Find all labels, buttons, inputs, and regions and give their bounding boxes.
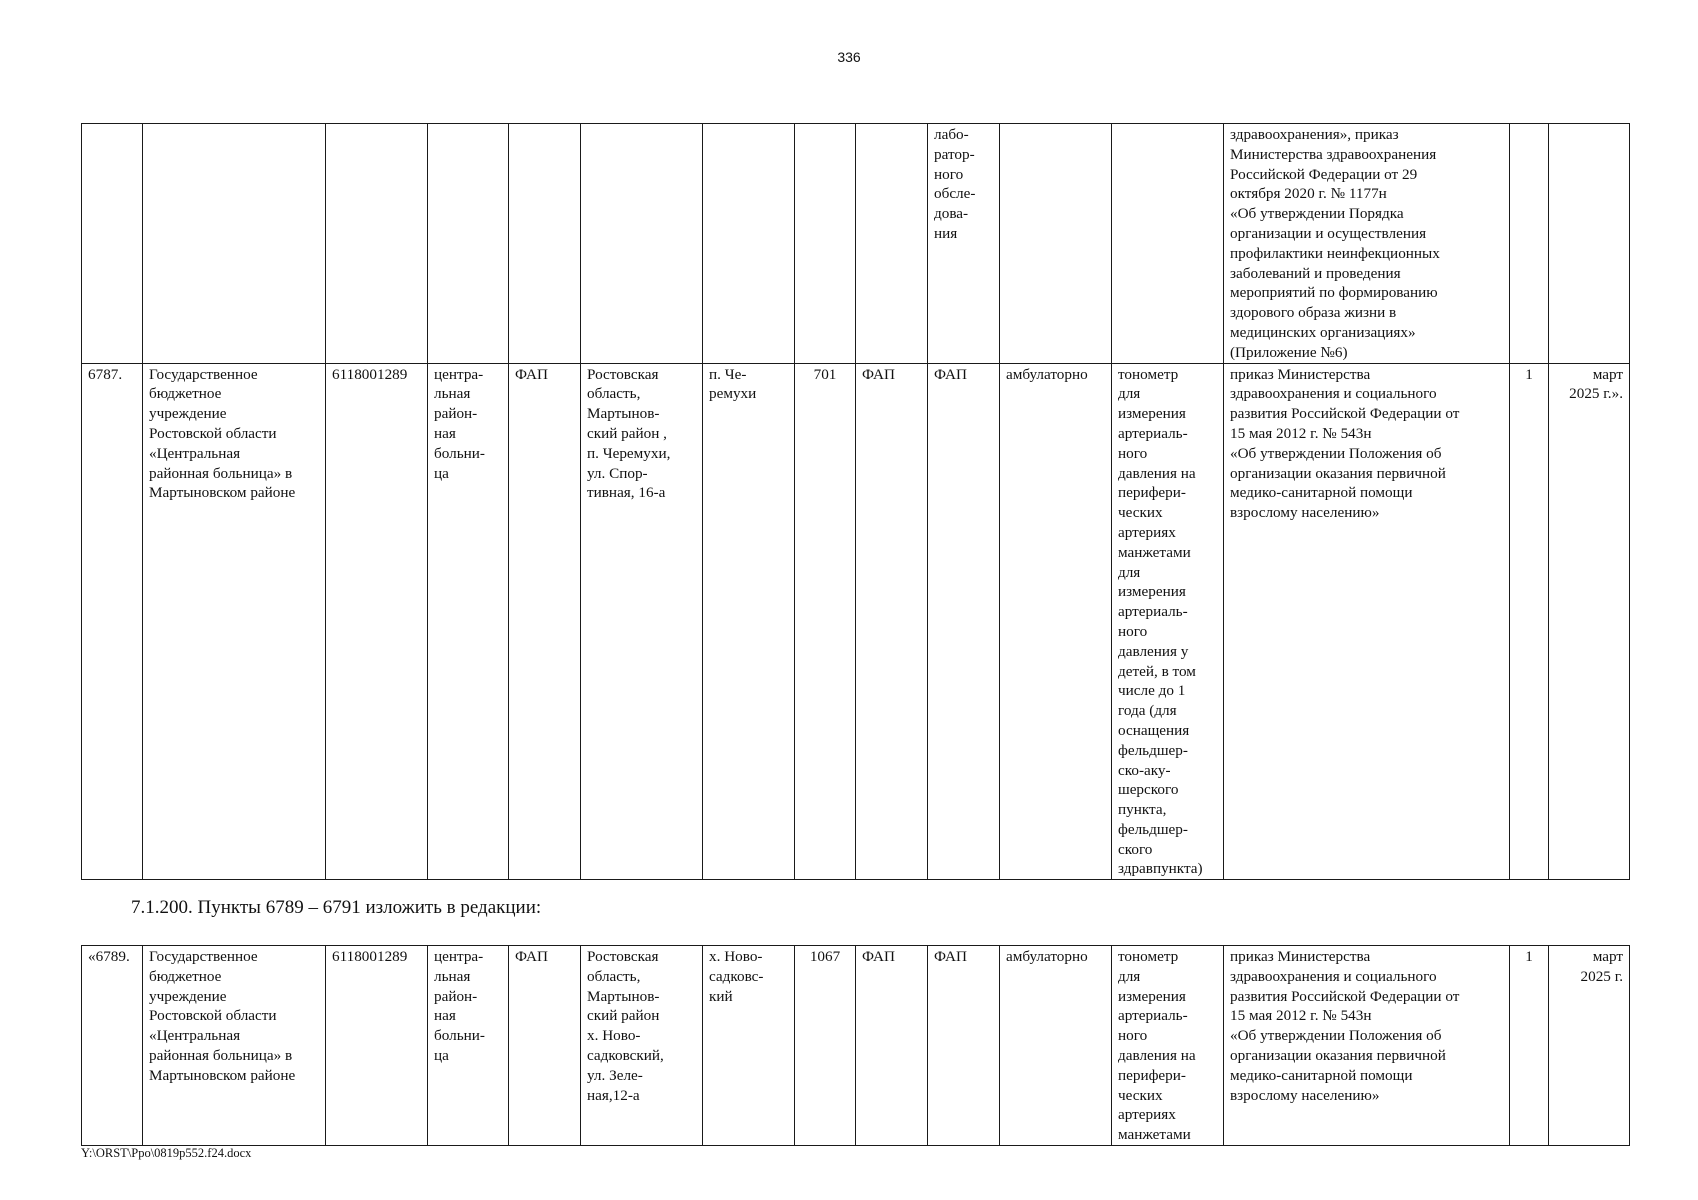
cell-org-type: центра- льная район- ная больни- ца [428,363,509,880]
cell-population: 1067 [795,946,856,1146]
cell-population [795,124,856,364]
cell-institution: Государственное бюджетное учреждение Ростовской области «Центральная районная больница» в Мартыновском районе [143,363,326,880]
cell-qty: 1 [1510,946,1549,1146]
cell-type-b: ФАП [928,363,1000,880]
cell-date [1549,124,1630,364]
footer-file-path: Y:\ORST\Ppo\0819p552.f24.docx [81,1146,252,1160]
cell-equipment: тонометр для измерения артериаль- ного давления на перифери- ческих артериях манжетами [1112,946,1224,1146]
cell-inn: 6118001289 [326,946,428,1146]
cell-date: март 2025 г.». [1549,363,1630,880]
cell-settlement [703,124,795,364]
cell-org-type [428,124,509,364]
cell-qty [1510,124,1549,364]
table-row-continuation [82,124,1630,364]
table-row-6787 [82,363,1630,880]
cell-address [581,124,703,364]
cell-org-type: центра- льная район- ная больни- ца [428,946,509,1146]
cell-address: Ростовская область, Мартынов- ский район , п. Черемухи, ул. Спор- тивная, 16-а [581,363,703,880]
registry-table-new [81,945,1630,1146]
cell-inn: 6118001289 [326,363,428,880]
cell-type-a: ФАП [856,946,928,1146]
cell-num: «6789. [82,946,143,1146]
cell-equipment: тонометр для измерения артериаль- ного давления на перифери- ческих артериях манжетами для измерения артериаль- ного давления у детей, в том числе до 1 года (для оснащения фельдшер- ско-аку- шерского пункта, фельдшер- ского здравпункта) [1112,363,1224,880]
cell-type-b: ФАП [928,946,1000,1146]
table-row-6789 [82,946,1630,1146]
cell-exam-type: лабо- ратор- ного обсле- дова- ния [928,124,1000,364]
cell-num: 6787. [82,363,143,880]
cell-inn [326,124,428,364]
cell-unit: ФАП [509,363,581,880]
cell-basis: приказ Министерства здравоохранения и социального развития Российской Федерации от 15 мая 2012 г. № 543н «Об утверждении Положения об организации оказания первичной медико-санитарной помощи взрослому населению» [1224,946,1510,1146]
cell-unit: ФАП [509,946,581,1146]
cell-mode: амбулаторно [1000,363,1112,880]
cell-basis: приказ Министерства здравоохранения и социального развития Российской Федерации от 15 мая 2012 г. № 543н «Об утверждении Положения об организации оказания первичной медико-санитарной помощи взрослому населению» [1224,363,1510,880]
cell-institution [143,124,326,364]
cell-mode [1000,124,1112,364]
page-number: 336 [837,49,861,65]
cell-num [82,124,143,364]
cell-basis: здравоохранения», приказ Министерства здравоохранения Российской Федерации от 29 октября 2020 г. № 1177н «Об утверждении Порядка организации и осуществления профилактики неинфекционных заболеваний и проведения мероприятий по формированию здорового образа жизни в медицинских организациях» (Приложение №6) [1224,124,1510,364]
cell-institution: Государственное бюджетное учреждение Ростовской области «Центральная районная больница» в Мартыновском районе [143,946,326,1146]
amendment-paragraph: 7.1.200. Пункты 6789 – 6791 изложить в редакции: [131,897,542,918]
cell-mode: амбулаторно [1000,946,1112,1146]
cell-qty: 1 [1510,363,1549,880]
cell-equipment [1112,124,1224,364]
cell-date: март 2025 г. [1549,946,1630,1146]
cell-address: Ростовская область, Мартынов- ский район х. Ново- садковский, ул. Зеле- ная,12-а [581,946,703,1146]
registry-table-continuation [81,123,1630,880]
cell-unit [509,124,581,364]
cell-type-a [856,124,928,364]
cell-settlement: х. Ново- садковс- кий [703,946,795,1146]
cell-type-a: ФАП [856,363,928,880]
cell-settlement: п. Че- ремухи [703,363,795,880]
cell-population: 701 [795,363,856,880]
